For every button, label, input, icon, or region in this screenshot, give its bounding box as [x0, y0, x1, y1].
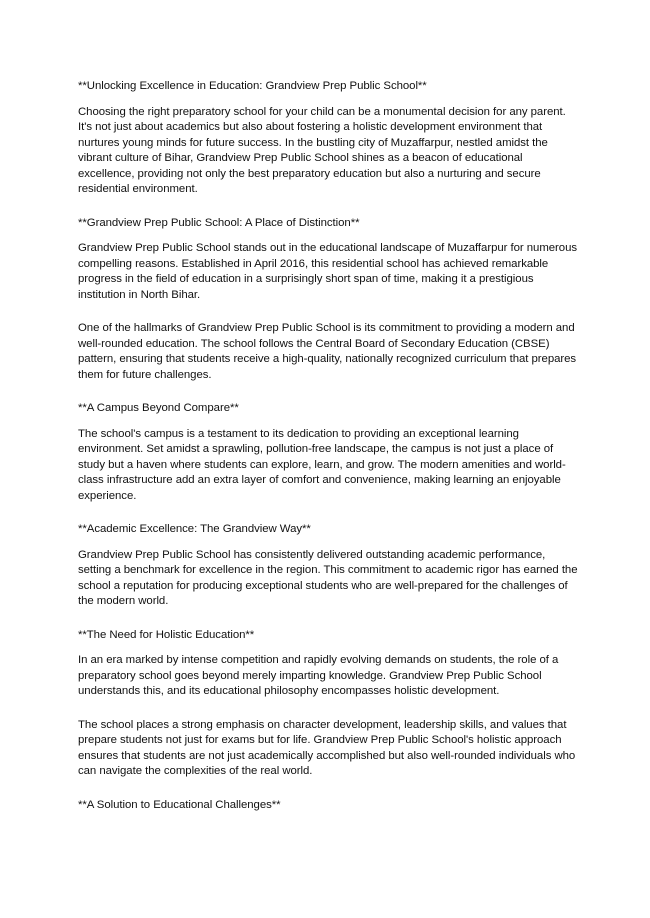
section-heading-educational-challenges: **A Solution to Educational Challenges** — [78, 798, 281, 811]
paragraph: Grandview Prep Public School has consistently delivered outstanding academic performance, setting a benchmark for excellence in the region. This commitment to academic rigor has earned the school a reputation for producing exceptional students who are well-prepared for the challenges of the modern world. — [78, 548, 578, 607]
paragraph: The school places a strong emphasis on character development, leadership skills, and values that prepare students not just for exams but for life. Grandview Prep Public School's holistic approach ensures that students are not just academically accomplished but also well-rounded individuals who can navigate the complexities of the real world. — [78, 718, 576, 777]
section-heading-academic-excellence: **Academic Excellence: The Grandview Way** — [78, 523, 311, 535]
section-heading-campus: **A Campus Beyond Compare** — [78, 402, 239, 414]
paragraph: One of the hallmarks of Grandview Prep Public School is its commitment to providing a modern and well-rounded education. The school follows the Central Board of Secondary Education (CBSE) pattern, ensuring that students receive a high-quality, nationally recognized curriculum that prepares them for future challenges. — [78, 322, 577, 381]
section-heading-holistic-education: **The Need for Holistic Education** — [78, 628, 255, 641]
paragraph: In an era marked by intense competition and rapidly evolving demands on students, the role of a preparatory school goes beyond merely imparting knowledge. Grandview Prep Public School understands this, and its educational philosophy encompasses holistic development. — [78, 654, 559, 697]
document-title: **Unlocking Excellence in Education: Grandview Prep Public School** — [78, 80, 427, 92]
section-heading-distinction: **Grandview Prep Public School: A Place of Distinction** — [78, 216, 360, 229]
paragraph: The school's campus is a testament to its dedication to providing an exceptional learning environment. Set amidst a sprawling, pollution-free landscape, the campus is not just a place of study but a haven where students can explore, learn, and grow. The modern amenities and world-class infrastructure add an extra layer of comfort and convenience, making learning an enjoyable experience. — [78, 427, 566, 502]
document-page — [78, 79, 578, 823]
intro-paragraph: Choosing the right preparatory school for your child can be a monumental decision for any parent. It's not just about academics but also about fostering a holistic development environment that nurtures young minds for future success. In the bustling city of Muzaffarpur, nestled amidst the vibrant culture of Bihar, Grandview Prep Public School shines as a beacon of educational excellence, providing not only the best preparatory education but also a nurturing and secure residential environment. — [78, 105, 566, 195]
paragraph: Grandview Prep Public School stands out in the educational landscape of Muzaffarpur for numerous compelling reasons. Established in April 2016, this residential school has achieved remarkable progress in the field of education in a surprisingly short span of time, making it a prestigious institution in North Bihar. — [78, 242, 578, 301]
